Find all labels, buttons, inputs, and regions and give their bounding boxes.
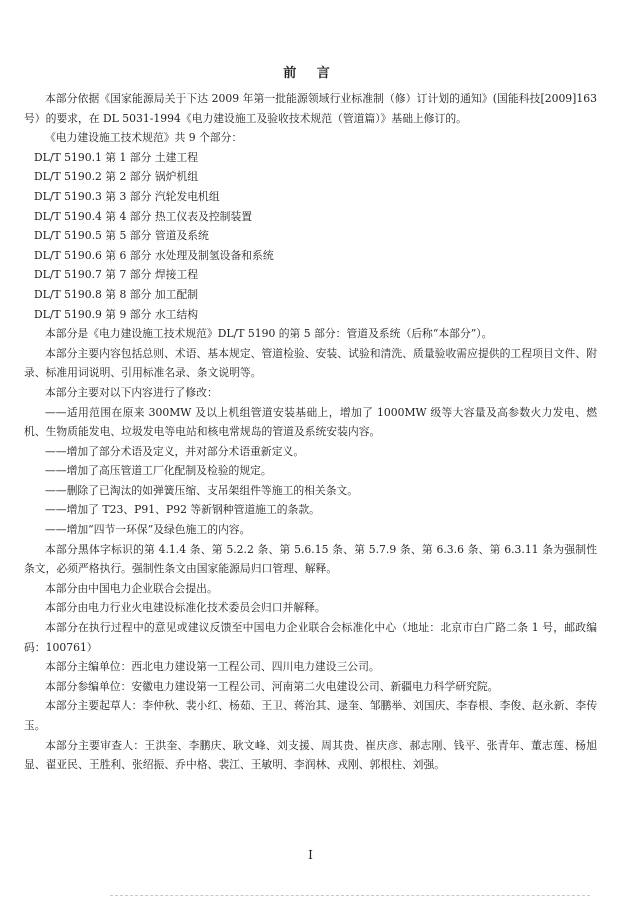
paragraph-mandatory-clauses: 本部分黑体字标识的第 4.1.4 条、第 5.2.2 条、第 5.6.15 条、第 5.7.9 条、第 6.3.6 条、第 6.3.11 条为强制性条文，必须严格执行。强制性条文由国家能源局归口管理、解释。: [24, 542, 597, 576]
bottom-rule: [110, 895, 590, 896]
parts-list-item: DL/T 5190.9 第 9 部分 水工结构: [34, 307, 199, 321]
paragraph-chief-editor: 本部分主编单位：西北电力建设第一工程公司、四川电力建设三公司。: [45, 660, 380, 674]
change-item: ——适用范围在原来 300MW 及以上机组管道安装基础上，增加了 1000MW 级等大容量及高参数火力发电、燃机、生物质能发电、垃圾发电等电站和核电常规岛的管道及系统安装内容。: [24, 405, 597, 439]
parts-list-item: DL/T 5190.2 第 2 部分 锅炉机组: [34, 170, 199, 184]
document-body: [24, 89, 597, 775]
paragraph-participating-units: 本部分参编单位：安徽电力建设第一工程公司、河南第二火电建设公司、新疆电力科学研究院。: [45, 679, 499, 693]
parts-list-item: DL/T 5190.8 第 8 部分 加工配制: [34, 287, 199, 301]
page-number: I: [308, 848, 313, 862]
change-item: ——删除了已淘汰的如弹簧压缩、支吊架组件等施工的相关条文。: [45, 483, 359, 497]
paragraph-interpretation: 本部分由电力行业火电建设标准化技术委员会归口并解释。: [45, 601, 326, 615]
change-item: ——增加了 T23、P91、P92 等新钢种管道施工的条款。: [45, 503, 320, 517]
parts-list-item: DL/T 5190.3 第 3 部分 汽轮发电机组: [34, 189, 220, 203]
paragraph-basis: 本部分依据《国家能源局关于下达 2009 年第一批能源领域行业标准制（修）订计划的通知》(国能科技[2009]163 号）的要求，在 DL 5031-1994《电力建设施工及验收技术规范（管道篇）》基础上修订的。: [24, 92, 597, 125]
page-title: 前 言: [283, 66, 338, 81]
paragraph-contents: 本部分主要内容包括总则、术语、基本规定、管道检验、安装、试验和清洗、质量验收需应提供的工程项目文件、附录、标准用词说明、引用标准名录、条文说明等。: [24, 346, 597, 380]
change-item: ——增加了高压管道工厂化配制及检验的规定。: [45, 464, 272, 478]
parts-list-item: DL/T 5190.1 第 1 部分 土建工程: [34, 150, 199, 164]
change-item: ——增加了部分术语及定义，并对部分术语重新定义。: [45, 444, 305, 458]
paragraph-parts-intro: 《电力建设施工技术规范》共 9 个部分：: [45, 131, 243, 145]
paragraph-this-part: 本部分是《电力建设施工技术规范》DL/T 5190 的第 5 部分：管道及系统（后称“本部分”）。: [45, 327, 493, 341]
paragraph-changes-intro: 本部分主要对以下内容进行了修改：: [45, 385, 218, 399]
change-item: ——增加“四节一环保”及绿色施工的内容。: [45, 523, 251, 537]
parts-list-item: DL/T 5190.7 第 7 部分 焊接工程: [34, 268, 199, 282]
paragraph-reviewers: 本部分主要审查人：王洪奎、李鹏庆、耿文峰、刘支援、周其贵、崔庆彦、郝志刚、钱平、张青年、董志莲、杨旭显、翟亚民、王胜利、张绍振、乔中格、裴江、王敏明、李润林、戎刚、郭根柱、刘强。: [24, 738, 597, 772]
parts-list-item: DL/T 5190.5 第 5 部分 管道及系统: [34, 229, 209, 243]
paragraph-feedback: 本部分在执行过程中的意见或建议反馈至中国电力企业联合会标准化中心（地址：北京市白广路二条 1 号，邮政编码：100761）: [24, 621, 597, 654]
parts-list-item: DL/T 5190.4 第 4 部分 热工仪表及控制装置: [34, 209, 253, 223]
paragraph-proposer: 本部分由中国电力企业联合会提出。: [45, 581, 218, 595]
parts-list-item: DL/T 5190.6 第 6 部分 水处理及制氢设备和系统: [34, 248, 274, 262]
paragraph-drafters: 本部分主要起草人：李仲秋、裴小红、杨茹、王卫、蒋治其、逯奎、邹鹏举、刘国庆、李春根、李俊、赵永新、李传玉。: [24, 699, 597, 732]
